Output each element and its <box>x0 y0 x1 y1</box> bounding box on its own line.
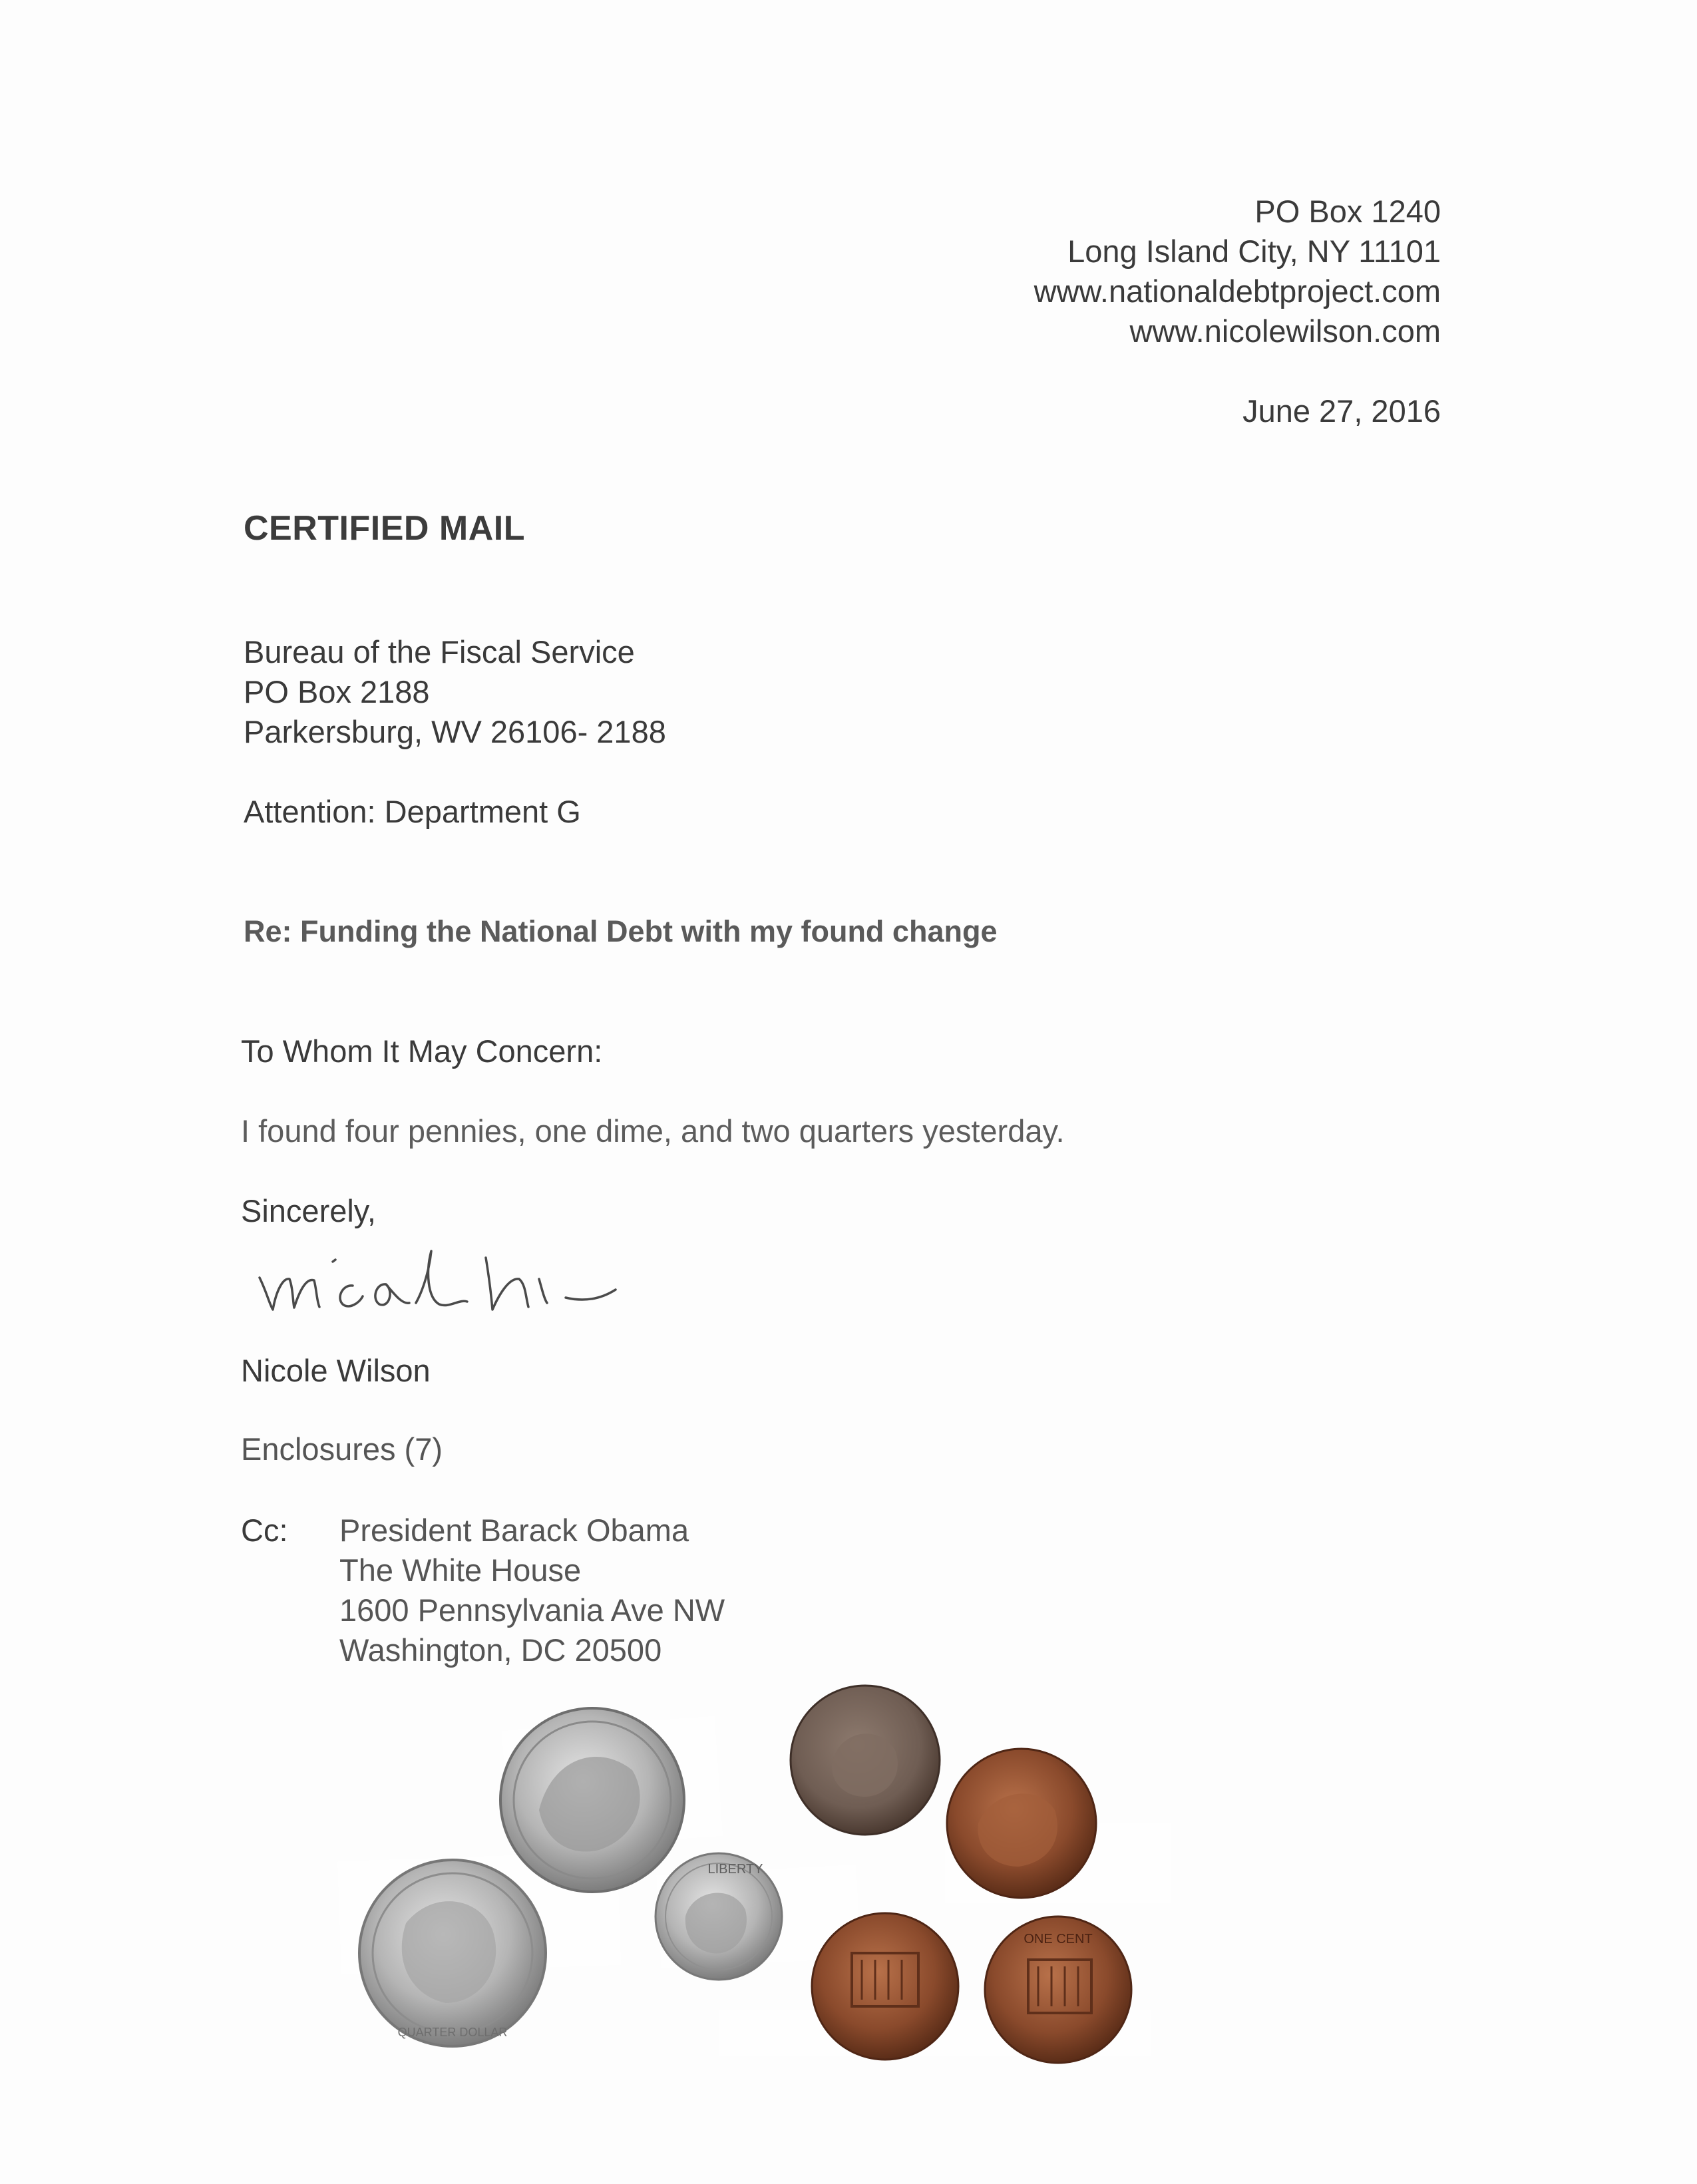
penny-inscription: ONE CENT <box>1024 1932 1093 1946</box>
salutation: To Whom It May Concern: <box>241 1033 603 1069</box>
enclosures-note: Enclosures (7) <box>241 1431 443 1467</box>
sender-address-line2: Long Island City, NY 11101 <box>1067 234 1441 269</box>
letter-date: June 27, 2016 <box>1242 393 1441 429</box>
quarter-inscription: QUARTER DOLLAR <box>397 2026 508 2039</box>
subject-line: Re: Funding the National Debt with my found change <box>244 914 998 948</box>
cc-name: President Barack Obama <box>339 1513 689 1548</box>
attention-line: Attention: Department G <box>244 794 581 829</box>
sender-website-1[interactable]: www.nationaldebtproject.com <box>1034 273 1441 309</box>
recipient-name: Bureau of the Fiscal Service <box>244 634 635 669</box>
recipient-address-line1: PO Box 2188 <box>244 674 430 709</box>
quarter-coin-2 <box>359 1860 546 2046</box>
sender-website-2[interactable]: www.nicolewilson.com <box>1129 313 1441 349</box>
recipient-address-line2: Parkersburg, WV 26106- 2188 <box>244 714 666 749</box>
letter-body: I found four pennies, one dime, and two quarters yesterday. <box>241 1113 1065 1149</box>
penny-coin-1 <box>791 1686 940 1835</box>
penny-coin-4 <box>985 1916 1131 2063</box>
penny-coin-3 <box>812 1913 958 2060</box>
penny-coin-2 <box>947 1749 1096 1898</box>
cc-label: Cc: <box>241 1513 288 1548</box>
closing: Sincerely, <box>241 1193 376 1228</box>
cc-line1: The White House <box>339 1552 582 1588</box>
cc-line3: Washington, DC 20500 <box>339 1632 662 1668</box>
delivery-method-heading: CERTIFIED MAIL <box>244 509 525 548</box>
cc-line2: 1600 Pennsylvania Ave NW <box>339 1592 725 1628</box>
sender-address-line1: PO Box 1240 <box>1254 194 1441 229</box>
signer-name: Nicole Wilson <box>241 1353 431 1388</box>
dime-coin <box>656 1853 782 1980</box>
dime-inscription: LIBERTY <box>707 1862 763 1877</box>
quarter-coin-1 <box>500 1708 684 1892</box>
